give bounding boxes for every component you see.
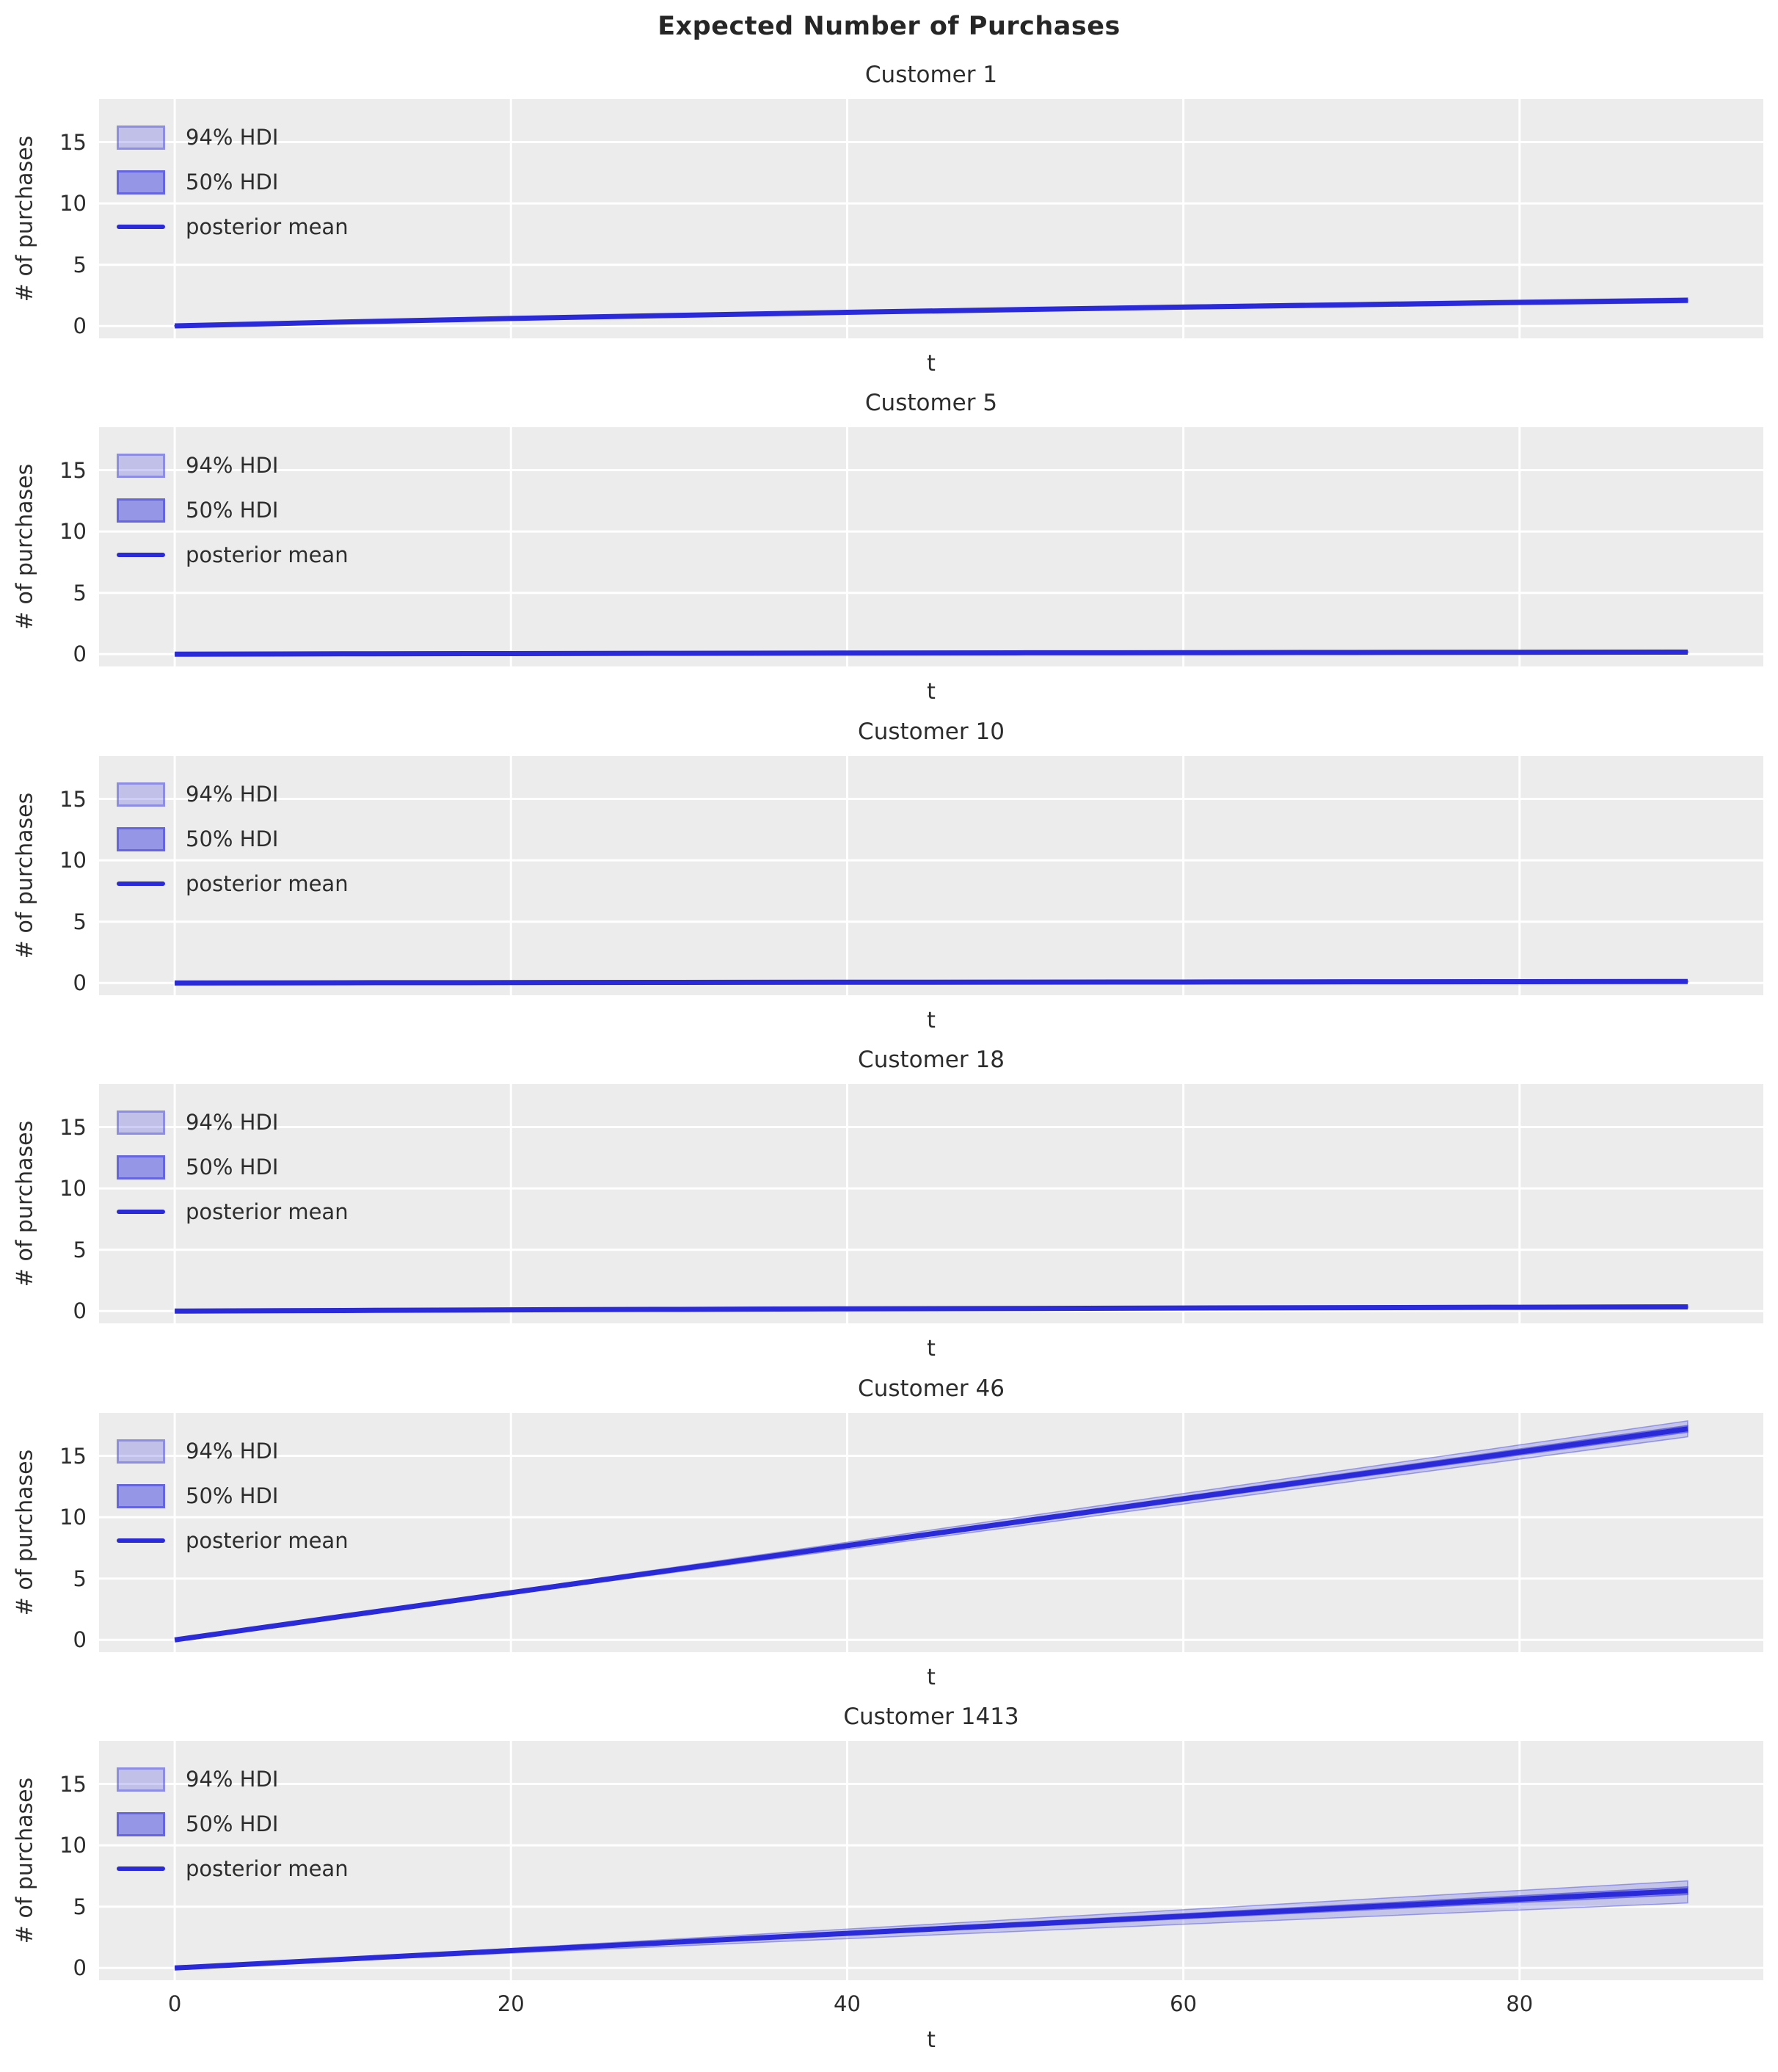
hdi-94-swatch: [117, 1439, 165, 1464]
hdi-94-swatch: [117, 1110, 165, 1135]
chart-canvas: [99, 427, 1763, 666]
y-tick-label: 5: [73, 1566, 87, 1591]
legend-label: 94% HDI: [186, 1767, 279, 1792]
y-tick-label: 0: [73, 641, 87, 667]
x-axis-label: t: [927, 2027, 936, 2053]
y-tick-label: 10: [59, 1176, 87, 1202]
subplot-title: Customer 5: [864, 390, 998, 416]
subplot-title: Customer 10: [858, 719, 1005, 745]
plot-area: [99, 1413, 1763, 1652]
y-tick-label: 0: [73, 313, 87, 339]
posterior-mean-line: [175, 300, 1688, 326]
legend-label: 50% HDI: [186, 1155, 279, 1179]
hdi-50-swatch: [117, 498, 165, 523]
legend-item: [117, 1851, 349, 1886]
legend-item: [117, 1149, 349, 1185]
legend-label: posterior mean: [186, 214, 349, 239]
hdi-94-swatch: [117, 454, 165, 478]
y-tick-label: 5: [73, 909, 87, 934]
y-axis-label: # of purchases: [12, 1120, 38, 1287]
x-tick-label: 80: [1506, 1991, 1534, 2016]
legend-label: posterior mean: [186, 871, 349, 896]
hdi-50-swatch: [117, 1484, 165, 1508]
legend-label: posterior mean: [186, 1199, 349, 1224]
legend: [117, 1105, 349, 1239]
x-axis-label: t: [927, 1665, 936, 1690]
chart-canvas: [99, 99, 1763, 338]
x-axis-label: t: [927, 1008, 936, 1033]
legend: [117, 1762, 349, 1896]
legend-item: [117, 537, 349, 572]
x-tick-label: 20: [497, 1991, 525, 2016]
y-axis-label: # of purchases: [12, 463, 38, 630]
posterior-mean-line-swatch: [117, 1866, 165, 1871]
posterior-mean-line: [175, 1891, 1688, 1968]
legend-item: [117, 164, 349, 200]
legend-label: 94% HDI: [186, 125, 279, 150]
posterior-mean-line: [175, 981, 1688, 983]
y-tick-label: 10: [59, 1505, 87, 1530]
y-axis-label: # of purchases: [12, 135, 38, 302]
y-tick-label: 15: [59, 1443, 87, 1469]
legend-label: 94% HDI: [186, 1110, 279, 1135]
hdi-50-swatch: [117, 1812, 165, 1836]
x-axis-label: t: [927, 1336, 936, 1362]
legend-label: 94% HDI: [186, 1439, 279, 1464]
y-tick-label: 5: [73, 580, 87, 606]
y-tick-label: 15: [59, 1771, 87, 1797]
y-tick-label: 5: [73, 252, 87, 277]
posterior-mean-line-swatch: [117, 881, 165, 886]
legend-item: [117, 448, 349, 483]
y-tick-label: 0: [73, 970, 87, 996]
plot-area: [99, 99, 1763, 338]
x-tick-label: 60: [1170, 1991, 1198, 2016]
chart-canvas: [99, 756, 1763, 995]
y-tick-label: 15: [59, 1114, 87, 1140]
posterior-mean-line-swatch: [117, 1210, 165, 1214]
y-tick-label: 0: [73, 1955, 87, 1981]
posterior-mean-line: [175, 1429, 1688, 1640]
legend-label: 94% HDI: [186, 453, 279, 478]
hdi-50-swatch: [117, 170, 165, 195]
hdi-94-swatch: [117, 782, 165, 807]
legend-item: [117, 1105, 349, 1140]
figure-suptitle: Expected Number of Purchases: [657, 12, 1121, 41]
legend-item: [117, 1478, 349, 1513]
legend-item: [117, 821, 349, 857]
hdi-94-swatch: [117, 126, 165, 150]
posterior-mean-line-swatch: [117, 553, 165, 557]
subplot-title: Customer 18: [858, 1047, 1005, 1073]
x-tick-label: 40: [834, 1991, 861, 2016]
y-tick-label: 10: [59, 848, 87, 873]
y-tick-label: 15: [59, 129, 87, 155]
legend-label: posterior mean: [186, 542, 349, 567]
legend-item: [117, 777, 349, 812]
y-tick-label: 0: [73, 1627, 87, 1653]
legend-item: [117, 120, 349, 155]
legend-label: 50% HDI: [186, 826, 279, 851]
y-tick-label: 15: [59, 457, 87, 483]
legend-label: 50% HDI: [186, 1811, 279, 1836]
plot-area: [99, 427, 1763, 666]
legend-label: 50% HDI: [186, 170, 279, 195]
y-tick-label: 5: [73, 1237, 87, 1262]
legend-item: [117, 1194, 349, 1229]
subplot-title: Customer 46: [858, 1375, 1005, 1402]
chart-canvas: [99, 1084, 1763, 1323]
legend-label: posterior mean: [186, 1856, 349, 1881]
posterior-mean-line: [175, 652, 1688, 654]
y-tick-label: 15: [59, 786, 87, 812]
legend: [117, 448, 349, 582]
chart-canvas: [99, 1741, 1763, 1980]
legend-item: [117, 209, 349, 244]
posterior-mean-line-swatch: [117, 225, 165, 229]
legend-item: [117, 1523, 349, 1558]
legend-item: [117, 866, 349, 901]
legend-label: 50% HDI: [186, 498, 279, 523]
x-axis-label: t: [927, 351, 936, 377]
legend-item: [117, 1762, 349, 1797]
x-axis-label: t: [927, 679, 936, 705]
y-tick-label: 10: [59, 1833, 87, 1858]
y-tick-label: 0: [73, 1298, 87, 1324]
hdi-94-swatch: [117, 1767, 165, 1792]
subplot-title: Customer 1413: [843, 1704, 1019, 1730]
y-axis-label: # of purchases: [12, 1777, 38, 1944]
hdi-50-swatch: [117, 827, 165, 851]
plot-area: [99, 756, 1763, 995]
x-tick-label: 0: [167, 1991, 182, 2016]
legend-item: [117, 1806, 349, 1842]
y-tick-label: 10: [59, 519, 87, 545]
plot-area: [99, 1084, 1763, 1323]
subplot-title: Customer 1: [864, 62, 998, 88]
legend: [117, 777, 349, 911]
y-axis-label: # of purchases: [12, 1449, 38, 1616]
legend-label: 50% HDI: [186, 1483, 279, 1508]
y-axis-label: # of purchases: [12, 792, 38, 959]
chart-canvas: [99, 1413, 1763, 1652]
legend-label: posterior mean: [186, 1528, 349, 1553]
legend: [117, 1433, 349, 1568]
hdi-50-swatch: [117, 1155, 165, 1179]
legend-label: 94% HDI: [186, 782, 279, 807]
y-tick-label: 5: [73, 1894, 87, 1919]
legend-item: [117, 492, 349, 528]
plot-area: [99, 1741, 1763, 1980]
legend-item: [117, 1433, 349, 1469]
legend: [117, 120, 349, 254]
y-tick-label: 10: [59, 191, 87, 217]
posterior-mean-line-swatch: [117, 1538, 165, 1543]
